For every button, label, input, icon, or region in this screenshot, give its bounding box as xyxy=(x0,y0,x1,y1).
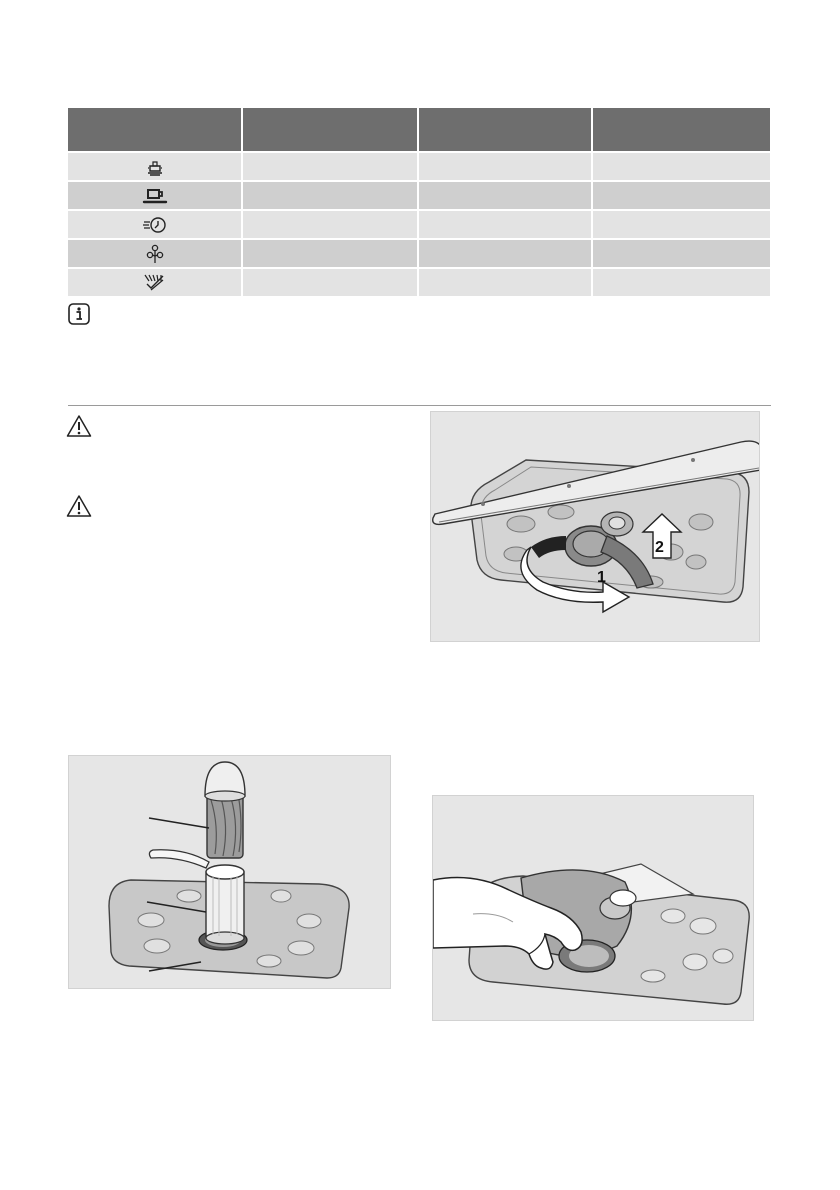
table-row xyxy=(68,211,770,238)
table-cell xyxy=(593,153,770,180)
step-1-label: 1 xyxy=(597,569,606,586)
table-cell xyxy=(419,211,593,238)
table-header xyxy=(68,108,770,151)
eco-flower-icon xyxy=(68,240,243,267)
filter-removal-illustration xyxy=(430,411,760,642)
pots-pans-icon xyxy=(68,153,243,180)
table-row xyxy=(68,240,770,267)
table-header-cell xyxy=(68,108,243,151)
section-divider xyxy=(68,405,771,406)
rinse-spray-icon xyxy=(68,269,243,296)
table-cell xyxy=(243,269,419,296)
table-row xyxy=(68,153,770,180)
table-cell xyxy=(593,182,770,209)
table-row xyxy=(68,182,770,209)
table-cell xyxy=(593,240,770,267)
table-cell xyxy=(243,240,419,267)
warning-icon xyxy=(66,414,92,443)
table-cell xyxy=(593,269,770,296)
table-header-cell xyxy=(593,108,770,151)
step-2-label: 2 xyxy=(655,539,664,556)
filter-assembly-illustration xyxy=(68,755,391,989)
table-header-cell xyxy=(243,108,419,151)
table-cell xyxy=(243,211,419,238)
warning-icon xyxy=(66,494,92,523)
table-cell xyxy=(419,269,593,296)
table-cell xyxy=(243,153,419,180)
table-cell xyxy=(419,153,593,180)
table-cell xyxy=(593,211,770,238)
programme-table xyxy=(68,108,770,296)
table-header-cell xyxy=(419,108,593,151)
table-cell xyxy=(243,182,419,209)
table-cell xyxy=(419,240,593,267)
table-row xyxy=(68,269,770,296)
table-cell xyxy=(419,182,593,209)
info-icon xyxy=(68,303,90,330)
hand-cleaning-illustration xyxy=(432,795,754,1021)
quick-clock-icon xyxy=(68,211,243,238)
cup-icon xyxy=(68,182,243,209)
